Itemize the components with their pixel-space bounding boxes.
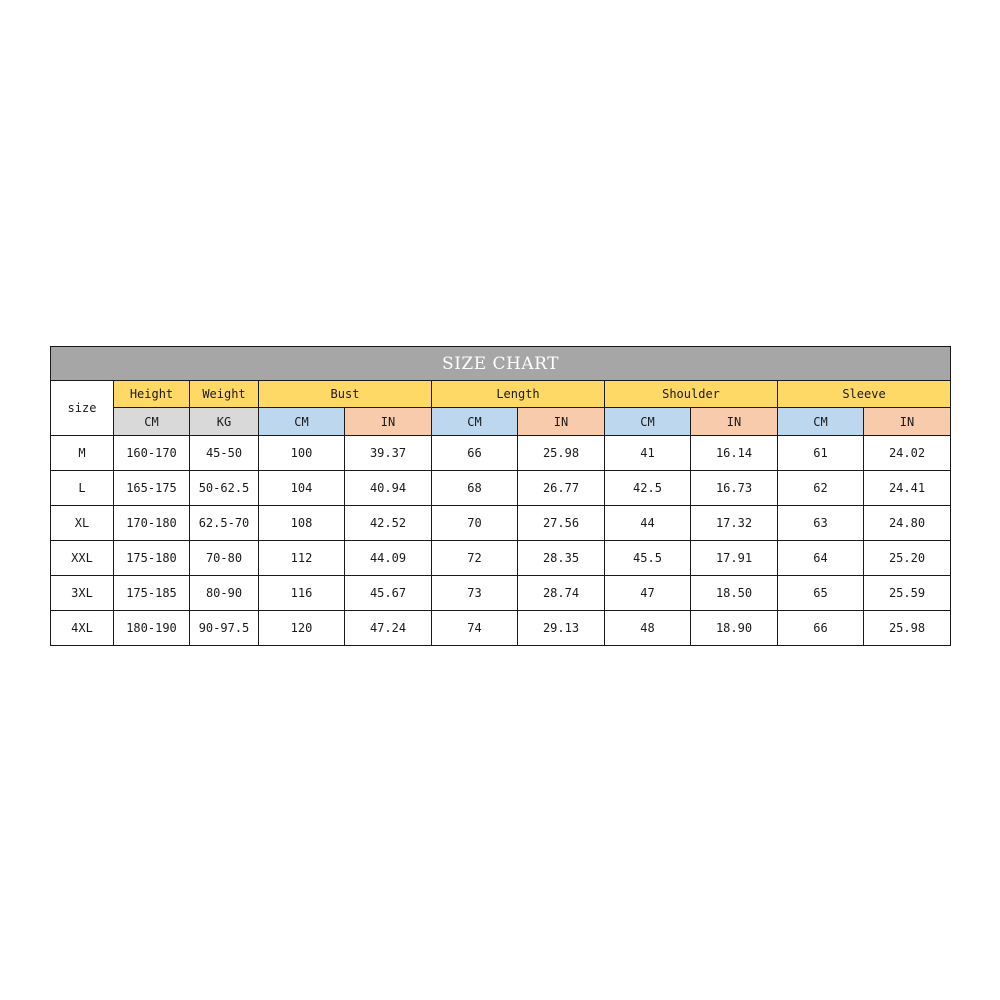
bust-in-unit: IN: [345, 408, 432, 436]
table-row: [51, 436, 951, 471]
cell-shoulder-cm: 45.5: [605, 541, 691, 576]
title-row: [51, 347, 951, 381]
cell-bust-cm: 100: [259, 436, 345, 471]
cell-size: L: [51, 471, 114, 506]
cell-shoulder-in: 16.73: [691, 471, 778, 506]
cell-weight-kg: 50-62.5: [190, 471, 259, 506]
cell-bust-cm: 108: [259, 506, 345, 541]
cell-shoulder-in: 16.14: [691, 436, 778, 471]
cell-sleeve-cm: 63: [778, 506, 864, 541]
cell-sleeve-in: 24.02: [864, 436, 951, 471]
cell-sleeve-in: 24.80: [864, 506, 951, 541]
length-in-unit: IN: [518, 408, 605, 436]
cell-height-cm: 165-175: [114, 471, 190, 506]
cell-length-in: 25.98: [518, 436, 605, 471]
table-row: [51, 611, 951, 646]
cell-size: XXL: [51, 541, 114, 576]
weight-header: Weight: [190, 381, 259, 408]
cell-length-cm: 66: [432, 436, 518, 471]
sleeve-in-unit: IN: [864, 408, 951, 436]
cell-length-in: 28.35: [518, 541, 605, 576]
bust-cm-unit: CM: [259, 408, 345, 436]
cell-size: M: [51, 436, 114, 471]
cell-size: 3XL: [51, 576, 114, 611]
cell-bust-cm: 120: [259, 611, 345, 646]
cell-length-in: 26.77: [518, 471, 605, 506]
cell-bust-cm: 112: [259, 541, 345, 576]
cell-shoulder-cm: 44: [605, 506, 691, 541]
cell-shoulder-in: 18.90: [691, 611, 778, 646]
cell-length-cm: 70: [432, 506, 518, 541]
weight-unit: KG: [190, 408, 259, 436]
height-header: Height: [114, 381, 190, 408]
length-header: Length: [432, 381, 605, 408]
cell-length-cm: 68: [432, 471, 518, 506]
cell-length-in: 27.56: [518, 506, 605, 541]
unit-header-row: [51, 408, 951, 436]
cell-sleeve-in: 24.41: [864, 471, 951, 506]
cell-sleeve-in: 25.20: [864, 541, 951, 576]
size-column-header: size: [51, 381, 114, 436]
shoulder-in-unit: IN: [691, 408, 778, 436]
shoulder-header: Shoulder: [605, 381, 778, 408]
cell-bust-in: 39.37: [345, 436, 432, 471]
cell-weight-kg: 80-90: [190, 576, 259, 611]
cell-length-cm: 72: [432, 541, 518, 576]
cell-size: 4XL: [51, 611, 114, 646]
length-cm-unit: CM: [432, 408, 518, 436]
cell-length-cm: 73: [432, 576, 518, 611]
cell-bust-in: 42.52: [345, 506, 432, 541]
table-row: [51, 541, 951, 576]
cell-weight-kg: 70-80: [190, 541, 259, 576]
table-row: [51, 471, 951, 506]
shoulder-cm-unit: CM: [605, 408, 691, 436]
bust-header: Bust: [259, 381, 432, 408]
cell-sleeve-cm: 61: [778, 436, 864, 471]
cell-shoulder-in: 17.91: [691, 541, 778, 576]
cell-height-cm: 160-170: [114, 436, 190, 471]
cell-bust-in: 47.24: [345, 611, 432, 646]
cell-bust-in: 45.67: [345, 576, 432, 611]
cell-height-cm: 180-190: [114, 611, 190, 646]
table-row: [51, 506, 951, 541]
table-row: [51, 576, 951, 611]
cell-sleeve-cm: 64: [778, 541, 864, 576]
sleeve-cm-unit: CM: [778, 408, 864, 436]
cell-sleeve-cm: 66: [778, 611, 864, 646]
cell-size: XL: [51, 506, 114, 541]
group-header-row: [51, 381, 951, 408]
cell-height-cm: 170-180: [114, 506, 190, 541]
cell-shoulder-cm: 47: [605, 576, 691, 611]
cell-shoulder-in: 18.50: [691, 576, 778, 611]
chart-title: SIZE CHART: [51, 347, 951, 381]
cell-height-cm: 175-180: [114, 541, 190, 576]
cell-sleeve-in: 25.98: [864, 611, 951, 646]
cell-shoulder-cm: 41: [605, 436, 691, 471]
cell-length-in: 29.13: [518, 611, 605, 646]
size-chart-table: [50, 346, 951, 646]
cell-shoulder-in: 17.32: [691, 506, 778, 541]
cell-length-cm: 74: [432, 611, 518, 646]
cell-shoulder-cm: 42.5: [605, 471, 691, 506]
cell-weight-kg: 62.5-70: [190, 506, 259, 541]
cell-weight-kg: 90-97.5: [190, 611, 259, 646]
cell-sleeve-cm: 65: [778, 576, 864, 611]
cell-bust-in: 40.94: [345, 471, 432, 506]
cell-bust-in: 44.09: [345, 541, 432, 576]
cell-shoulder-cm: 48: [605, 611, 691, 646]
cell-bust-cm: 104: [259, 471, 345, 506]
height-unit: CM: [114, 408, 190, 436]
cell-height-cm: 175-185: [114, 576, 190, 611]
cell-sleeve-in: 25.59: [864, 576, 951, 611]
cell-weight-kg: 45-50: [190, 436, 259, 471]
cell-length-in: 28.74: [518, 576, 605, 611]
cell-bust-cm: 116: [259, 576, 345, 611]
cell-sleeve-cm: 62: [778, 471, 864, 506]
sleeve-header: Sleeve: [778, 381, 951, 408]
